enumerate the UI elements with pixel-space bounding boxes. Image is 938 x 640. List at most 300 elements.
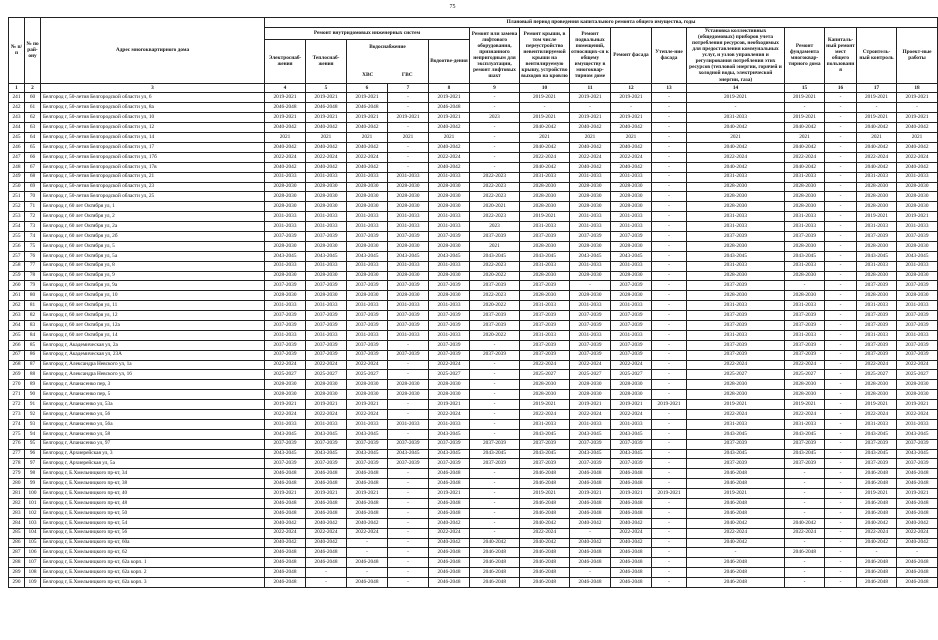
table-cell: 2043-2045	[897, 449, 938, 459]
table-cell: 2040-2042	[347, 162, 388, 172]
address-cell: Белгород г, 60 лет Октября ул, 12	[41, 311, 265, 321]
table-cell: -	[825, 419, 857, 429]
table-cell: 2028-2030	[785, 291, 825, 301]
table-cell: 2043-2045	[470, 449, 520, 459]
table-row	[9, 182, 938, 192]
table-cell: -	[652, 449, 687, 459]
column-number: 2	[25, 83, 41, 93]
table-cell: 2019-2021	[785, 113, 825, 123]
column-number: 6	[347, 83, 388, 93]
table-row	[9, 330, 938, 340]
table-cell: -	[652, 222, 687, 232]
table-cell: 273	[9, 409, 25, 419]
table-row	[9, 261, 938, 271]
table-cell: 2031-2033	[570, 172, 611, 182]
table-cell: 2022-2024	[897, 409, 938, 419]
table-cell: 2031-2033	[388, 261, 429, 271]
table-cell: 107	[25, 558, 41, 568]
table-cell: 2019-2021	[652, 400, 687, 410]
table-cell: -	[825, 538, 857, 548]
table-cell: 105	[25, 538, 41, 548]
table-cell: -	[825, 518, 857, 528]
table-cell: 69	[25, 182, 41, 192]
table-cell: 2046-2048	[306, 499, 347, 509]
table-cell: 2025-2027	[520, 370, 570, 380]
table-cell: 2019-2021	[570, 93, 611, 103]
table-cell: 2046-2048	[265, 548, 306, 558]
table-cell: 2037-2039	[857, 340, 897, 350]
table-cell: 2046-2048	[611, 548, 652, 558]
table-cell: 2046-2048	[570, 558, 611, 568]
table-cell: 2021	[520, 133, 570, 143]
table-cell: 2040-2042	[265, 518, 306, 528]
table-cell: 2043-2045	[611, 251, 652, 261]
table-cell: 2043-2045	[265, 251, 306, 261]
table-cell: 2037-2039	[897, 340, 938, 350]
table-cell: 2028-2030	[429, 192, 470, 202]
address-cell: Белгород г, Александра Невского ул, 1а	[41, 360, 265, 370]
table-cell: 2043-2045	[785, 429, 825, 439]
table-cell: 2046-2048	[687, 469, 785, 479]
table-cell: -	[388, 93, 429, 103]
table-cell: 65	[25, 142, 41, 152]
table-cell: 2040-2042	[611, 538, 652, 548]
table-cell: 2046-2048	[520, 469, 570, 479]
table-cell: 2025-2027	[897, 370, 938, 380]
table-cell: 2025-2027	[785, 370, 825, 380]
table-cell: 2031-2033	[785, 330, 825, 340]
table-cell: 2040-2042	[265, 123, 306, 133]
table-cell: 2031-2033	[347, 330, 388, 340]
table-cell: 94	[25, 429, 41, 439]
table-cell: 109	[25, 578, 41, 588]
table-cell: -	[388, 123, 429, 133]
table-cell: 2022-2024	[570, 409, 611, 419]
table-cell: 2046-2048	[857, 578, 897, 588]
header-roof: Ремонт крыши, в том числе переустройство невентилируемой крыши на вентилируемую крышу, устройство выходов на кровлю	[520, 27, 570, 83]
table-cell: 2019-2021	[652, 489, 687, 499]
table-cell: -	[785, 578, 825, 588]
table-cell: 2025-2027	[306, 370, 347, 380]
table-row	[9, 419, 938, 429]
table-cell: 2028-2030	[306, 202, 347, 212]
table-cell: -	[470, 162, 520, 172]
table-cell: -	[825, 182, 857, 192]
table-cell: 70	[25, 192, 41, 202]
table-row	[9, 222, 938, 232]
table-cell: 2037-2039	[520, 459, 570, 469]
table-cell: 2028-2030	[785, 380, 825, 390]
table-cell: 2037-2039	[897, 350, 938, 360]
table-row	[9, 212, 938, 222]
table-cell: 257	[9, 251, 25, 261]
table-cell: 2040-2042	[520, 538, 570, 548]
table-cell: 2037-2039	[570, 311, 611, 321]
table-row	[9, 459, 938, 469]
table-cell: 2037-2039	[520, 340, 570, 350]
table-cell: 2022-2024	[611, 409, 652, 419]
table-cell: 2019-2021	[347, 400, 388, 410]
address-cell: Белгород г, Архиерейская ул, 5а	[41, 459, 265, 469]
table-cell: 2040-2042	[347, 123, 388, 133]
table-cell: 251	[9, 192, 25, 202]
table-cell: 2022-2024	[520, 409, 570, 419]
table-row	[9, 291, 938, 301]
table-cell: -	[611, 103, 652, 113]
table-cell: 2022-2024	[265, 528, 306, 538]
table-cell: 281	[9, 489, 25, 499]
table-cell: -	[652, 390, 687, 400]
table-cell: 2028-2030	[785, 271, 825, 281]
table-cell: 2037-2039	[388, 320, 429, 330]
table-cell: 2040-2042	[265, 538, 306, 548]
table-cell: 2031-2033	[265, 172, 306, 182]
table-cell: -	[652, 133, 687, 143]
table-cell: 2046-2048	[306, 508, 347, 518]
table-cell: 2031-2033	[306, 301, 347, 311]
table-cell: -	[652, 113, 687, 123]
table-cell: 2040-2042	[570, 162, 611, 172]
table-cell: 2037-2039	[306, 320, 347, 330]
table-cell: 2031-2033	[520, 172, 570, 182]
table-cell: -	[520, 103, 570, 113]
table-cell: 2040-2042	[520, 142, 570, 152]
table-cell: -	[470, 489, 520, 499]
table-cell: -	[388, 142, 429, 152]
table-cell: 2028-2030	[897, 380, 938, 390]
header-basement: Ремонт подвальных помещений, относящих-ся к общему имуществу в многоквар-тирном доме	[570, 27, 611, 83]
table-cell: 2022-2023	[470, 182, 520, 192]
table-cell: -	[470, 340, 520, 350]
table-cell: 2031-2033	[347, 222, 388, 232]
table-cell: 2037-2039	[570, 340, 611, 350]
table-cell: -	[897, 103, 938, 113]
table-cell: -	[652, 271, 687, 281]
address-cell: Белгород г, 60 лет Октября ул, 8	[41, 261, 265, 271]
table-cell: 2022-2024	[611, 152, 652, 162]
table-cell: 71	[25, 202, 41, 212]
table-cell: 2031-2033	[265, 222, 306, 232]
table-cell: 2025-2027	[265, 370, 306, 380]
table-cell: -	[652, 528, 687, 538]
header-design-works: Проект-ные работы	[897, 27, 938, 83]
table-cell: 2031-2033	[347, 212, 388, 222]
address-cell: Белгород г, Б.Хмельницкого пр-кт, 60а	[41, 538, 265, 548]
table-cell: 2040-2042	[687, 162, 785, 172]
table-cell: 256	[9, 241, 25, 251]
column-number: 15	[785, 83, 825, 93]
table-cell: 2022-2024	[570, 152, 611, 162]
table-cell: 2043-2045	[388, 251, 429, 261]
table-cell: 2028-2030	[520, 380, 570, 390]
table-cell: 2028-2030	[857, 291, 897, 301]
table-cell: 2021	[388, 133, 429, 143]
table-cell: 108	[25, 568, 41, 578]
header-water-supply-label: Водоснабжение	[369, 44, 406, 51]
table-row	[9, 281, 938, 291]
table-cell: 2037-2039	[520, 231, 570, 241]
table-cell: -	[857, 103, 897, 113]
table-cell: 2031-2033	[388, 172, 429, 182]
table-cell: -	[825, 489, 857, 499]
table-cell: 2043-2045	[857, 449, 897, 459]
table-cell: 2028-2030	[570, 241, 611, 251]
table-cell: 2022-2024	[306, 152, 347, 162]
table-cell: 2019-2021	[857, 489, 897, 499]
table-cell: 2043-2045	[347, 429, 388, 439]
table-cell: 2022-2024	[897, 360, 938, 370]
table-cell: 2037-2039	[687, 311, 785, 321]
table-cell: 2043-2045	[570, 251, 611, 261]
table-cell: 2019-2021	[520, 93, 570, 103]
table-cell: 2046-2048	[897, 499, 938, 509]
table-cell: 2046-2048	[347, 499, 388, 509]
table-cell: 2043-2045	[265, 429, 306, 439]
table-cell: -	[570, 528, 611, 538]
header-construction-control: Строитель-ный контроль	[857, 27, 897, 83]
table-cell: 2021	[857, 133, 897, 143]
table-cell: 2019-2021	[785, 93, 825, 103]
table-cell: 85	[25, 340, 41, 350]
table-cell: -	[652, 419, 687, 429]
table-cell: 276	[9, 439, 25, 449]
table-cell: 2028-2030	[347, 271, 388, 281]
table-cell: 2037-2039	[570, 350, 611, 360]
address-cell: Белгород г, 60 лет Октября ул, 5	[41, 241, 265, 251]
table-cell: -	[825, 231, 857, 241]
table-cell: 2031-2033	[388, 330, 429, 340]
table-cell: 2031-2033	[265, 419, 306, 429]
table-cell: -	[825, 291, 857, 301]
page-number: 75	[449, 4, 456, 10]
table-cell: -	[652, 241, 687, 251]
table-cell: 2046-2048	[429, 548, 470, 558]
table-cell: 2046-2048	[306, 548, 347, 558]
table-cell: 2043-2045	[520, 449, 570, 459]
table-cell: 2019-2021	[265, 93, 306, 103]
table-cell: 2031-2033	[785, 301, 825, 311]
table-cell: 272	[9, 400, 25, 410]
table-cell: 2028-2030	[388, 241, 429, 251]
table-cell: -	[825, 212, 857, 222]
table-cell: 262	[9, 301, 25, 311]
table-cell: -	[470, 380, 520, 390]
table-cell: 2021	[306, 133, 347, 143]
table-cell: 283	[9, 508, 25, 518]
table-cell: 2022-2024	[306, 409, 347, 419]
table-row	[9, 271, 938, 281]
table-cell: 2046-2048	[429, 479, 470, 489]
table-cell: 2046-2048	[347, 508, 388, 518]
table-cell: 2043-2045	[570, 449, 611, 459]
table-cell: 2037-2039	[520, 350, 570, 360]
table-cell: 2019-2021	[897, 113, 938, 123]
table-cell: 2028-2030	[429, 380, 470, 390]
table-cell: 2046-2048	[520, 568, 570, 578]
table-cell: 92	[25, 409, 41, 419]
table-cell: 101	[25, 499, 41, 509]
table-cell: 86	[25, 350, 41, 360]
table-cell: 91	[25, 400, 41, 410]
table-cell: -	[652, 261, 687, 271]
table-cell: 2022-2024	[687, 360, 785, 370]
table-cell: 2031-2033	[520, 419, 570, 429]
table-cell: 2046-2048	[520, 548, 570, 558]
table-cell: -	[652, 291, 687, 301]
table-cell: 2037-2039	[347, 459, 388, 469]
table-cell: 2037-2039	[347, 311, 388, 321]
table-cell: 2028-2030	[429, 182, 470, 192]
table-cell: 2040-2042	[347, 142, 388, 152]
table-cell: 2031-2033	[388, 212, 429, 222]
table-cell: 2037-2039	[347, 281, 388, 291]
table-cell: -	[470, 390, 520, 400]
table-cell: 2037-2039	[347, 231, 388, 241]
table-cell: -	[652, 370, 687, 380]
table-cell: 82	[25, 311, 41, 321]
table-cell: -	[470, 360, 520, 370]
table-cell: 2037-2039	[857, 350, 897, 360]
table-cell: 2043-2045	[611, 429, 652, 439]
table-cell: -	[825, 449, 857, 459]
header-plan-title: Плановый период проведения капитального ремонта общего имущества, годы	[265, 18, 938, 28]
table-cell: 2037-2039	[388, 439, 429, 449]
table-cell: 61	[25, 103, 41, 113]
table-cell: 2022-2023	[470, 172, 520, 182]
table-cell: 2037-2039	[857, 320, 897, 330]
table-cell: 2031-2033	[306, 261, 347, 271]
table-cell: 62	[25, 113, 41, 123]
table-cell: -	[470, 409, 520, 419]
table-cell: 2031-2033	[687, 301, 785, 311]
table-cell: 2023	[470, 222, 520, 232]
table-cell: 2031-2033	[687, 212, 785, 222]
table-cell: 102	[25, 508, 41, 518]
table-row	[9, 103, 938, 113]
table-cell: -	[825, 330, 857, 340]
table-cell: 2046-2048	[265, 558, 306, 568]
table-cell: 2019-2021	[611, 93, 652, 103]
address-cell: Белгород г, Б.Хмельницкого пр-кт, 62а корп. 2	[41, 568, 265, 578]
table-cell: 2019-2021	[897, 400, 938, 410]
table-cell: -	[652, 172, 687, 182]
table-row	[9, 93, 938, 103]
table-cell: -	[388, 489, 429, 499]
table-cell: -	[825, 469, 857, 479]
column-number: 12	[611, 83, 652, 93]
table-cell: -	[825, 202, 857, 212]
table-cell: -	[785, 499, 825, 509]
table-row	[9, 320, 938, 330]
table-cell: -	[652, 409, 687, 419]
table-cell: 269	[9, 370, 25, 380]
address-cell: Белгород г, 60 лет Октября ул, 2а	[41, 222, 265, 232]
table-cell: 2022-2024	[687, 409, 785, 419]
table-cell: 100	[25, 489, 41, 499]
table-cell: 2037-2039	[520, 439, 570, 449]
table-cell: 2037-2039	[520, 281, 570, 291]
table-cell: 2040-2042	[611, 123, 652, 133]
table-cell: 2028-2030	[897, 390, 938, 400]
table-cell: 2021	[470, 241, 520, 251]
table-cell: 2028-2030	[857, 182, 897, 192]
table-cell: 89	[25, 380, 41, 390]
table-cell: 2043-2045	[347, 449, 388, 459]
table-cell: 2019-2021	[570, 489, 611, 499]
table-cell: 2037-2039	[611, 459, 652, 469]
table-cell: 2022-2024	[306, 528, 347, 538]
table-row	[9, 489, 938, 499]
table-cell: 2037-2039	[306, 281, 347, 291]
table-cell: 2022-2024	[347, 409, 388, 419]
table-cell: 2040-2042	[520, 162, 570, 172]
table-cell: 2028-2030	[857, 380, 897, 390]
table-cell: 2028-2030	[347, 192, 388, 202]
table-cell: 2031-2033	[570, 419, 611, 429]
table-cell: 2037-2039	[857, 459, 897, 469]
table-cell: 2020-2022	[470, 330, 520, 340]
table-cell: -	[785, 568, 825, 578]
table-cell: 2037-2039	[306, 439, 347, 449]
address-cell: Белгород г, Апанасенко пер, 3	[41, 380, 265, 390]
table-cell: 2040-2042	[520, 518, 570, 528]
table-cell: 2028-2030	[520, 241, 570, 251]
table-cell: -	[687, 103, 785, 113]
table-cell: 2043-2045	[429, 429, 470, 439]
table-cell: 2031-2033	[570, 261, 611, 271]
column-number: 10	[520, 83, 570, 93]
table-cell: 2046-2048	[520, 499, 570, 509]
table-cell: 2022-2024	[611, 528, 652, 538]
table-cell: -	[825, 152, 857, 162]
table-cell: -	[652, 380, 687, 390]
table-cell: 2046-2048	[306, 469, 347, 479]
table-row	[9, 568, 938, 578]
table-cell: 2019-2021	[857, 400, 897, 410]
table-cell: 248	[9, 162, 25, 172]
table-cell: 2019-2021	[611, 489, 652, 499]
table-cell: 2019-2021	[857, 93, 897, 103]
table-row	[9, 538, 938, 548]
table-cell: 2025-2027	[347, 370, 388, 380]
table-cell: 2031-2033	[347, 172, 388, 182]
table-cell: 2028-2030	[306, 390, 347, 400]
table-cell: 263	[9, 311, 25, 321]
table-cell: 73	[25, 222, 41, 232]
table-cell: 2037-2039	[265, 350, 306, 360]
table-cell: 2022-2024	[429, 152, 470, 162]
table-cell: 2028-2030	[306, 192, 347, 202]
table-cell: 2037-2039	[785, 320, 825, 330]
table-cell: 288	[9, 558, 25, 568]
table-cell: 2022-2024	[429, 528, 470, 538]
table-cell: 2037-2039	[429, 231, 470, 241]
table-cell: 2037-2039	[429, 350, 470, 360]
table-cell: 2040-2042	[687, 538, 785, 548]
address-cell: Белгород г, Апанасенко ул, 56	[41, 409, 265, 419]
column-number: 4	[265, 83, 306, 93]
table-cell: 2031-2033	[897, 172, 938, 182]
table-cell: 2046-2048	[785, 548, 825, 558]
address-cell: Белгород г, Б.Хмельницкого пр-кт, 48	[41, 499, 265, 509]
table-cell: 2019-2021	[857, 113, 897, 123]
table-cell: 2037-2039	[520, 311, 570, 321]
table-row	[9, 192, 938, 202]
table-cell: 2037-2039	[897, 281, 938, 291]
table-cell: 2031-2033	[687, 261, 785, 271]
header-hvs: ХВС	[362, 72, 374, 79]
table-cell: 282	[9, 499, 25, 509]
